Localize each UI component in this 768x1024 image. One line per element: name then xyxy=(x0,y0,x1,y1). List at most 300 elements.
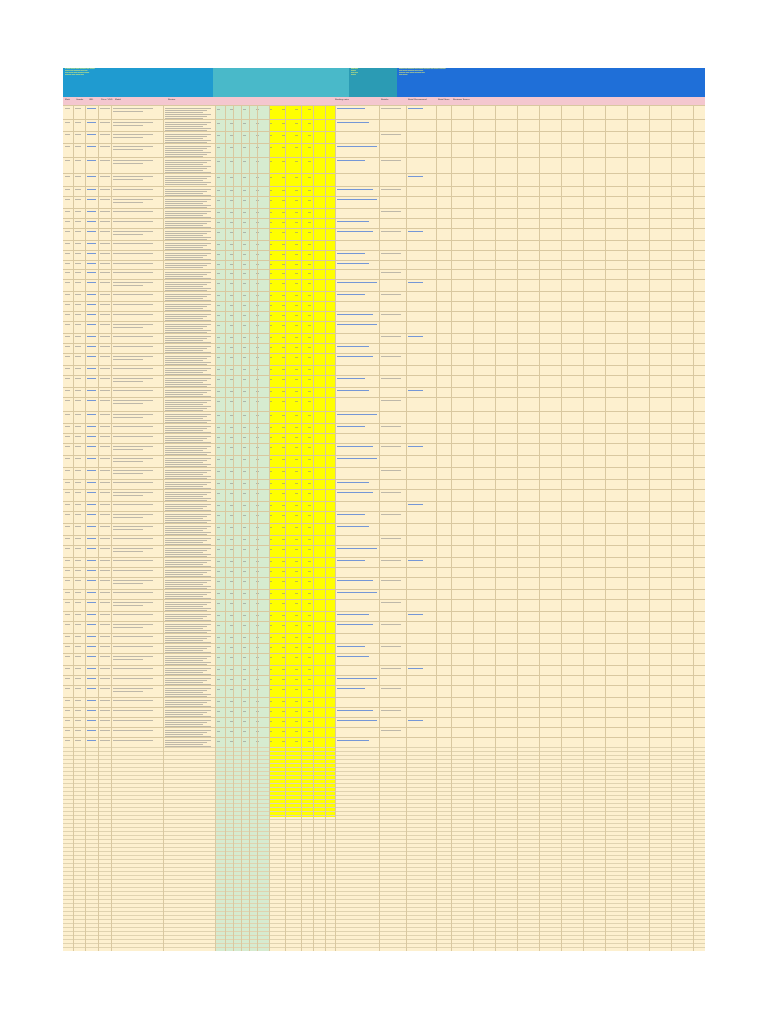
cell-text xyxy=(308,459,311,460)
cell-text xyxy=(75,570,81,571)
cell-text xyxy=(75,400,81,401)
cell-text xyxy=(165,508,203,509)
cell-text xyxy=(165,584,203,585)
grid-hline xyxy=(63,819,705,820)
cell-text xyxy=(381,538,401,539)
cell-text xyxy=(308,415,311,416)
cell-text xyxy=(87,304,96,305)
cell-text xyxy=(100,378,110,379)
cell-text xyxy=(165,538,211,539)
grid-vline xyxy=(269,105,270,951)
cell-text xyxy=(87,710,96,711)
cell-text xyxy=(113,740,153,741)
cell-text xyxy=(308,549,311,550)
cell-text xyxy=(295,295,298,296)
cell-text xyxy=(337,560,365,561)
cell-text xyxy=(243,731,246,732)
cell-text xyxy=(100,436,110,437)
cell-text xyxy=(75,253,81,254)
cell-text xyxy=(337,414,377,415)
cell-text xyxy=(165,688,211,689)
cell-text xyxy=(113,720,153,721)
cell-text xyxy=(408,614,423,615)
cell-text xyxy=(295,593,298,594)
cell-text xyxy=(87,720,96,721)
cell-text xyxy=(308,305,311,306)
cell-text xyxy=(100,304,110,305)
cell-text xyxy=(295,337,298,338)
cell-text xyxy=(217,161,220,162)
cell-text xyxy=(217,177,220,178)
cell-text xyxy=(165,528,207,529)
cell-text xyxy=(100,282,110,283)
cell-text xyxy=(100,636,110,637)
cell-text xyxy=(308,603,311,604)
cell-text xyxy=(113,482,153,483)
cell-text xyxy=(165,564,203,565)
cell-text xyxy=(243,679,246,680)
grid-vline xyxy=(451,105,452,951)
cell-text xyxy=(113,710,153,711)
cell-text xyxy=(100,346,110,347)
cell-text xyxy=(165,656,211,657)
cell-text xyxy=(295,741,298,742)
cell-text xyxy=(87,470,96,471)
cell-text xyxy=(165,742,207,743)
table-row[interactable] xyxy=(63,143,705,158)
cell-text xyxy=(87,614,96,615)
cell-text xyxy=(165,370,207,371)
cell-text xyxy=(381,624,401,625)
grid-hline xyxy=(63,887,705,888)
cell-text xyxy=(165,148,207,149)
cell-text xyxy=(65,346,70,347)
cell-text xyxy=(165,402,207,403)
grid-hline xyxy=(63,827,705,828)
cell-text xyxy=(87,538,96,539)
cell-text xyxy=(87,560,96,561)
grid-vline xyxy=(583,105,584,951)
table-row[interactable] xyxy=(63,173,705,187)
cell-text xyxy=(337,624,373,625)
cell-text xyxy=(165,296,207,297)
grid-vline xyxy=(163,105,164,951)
cell-text xyxy=(295,232,298,233)
cell-text xyxy=(381,134,401,135)
cell-text xyxy=(308,571,311,572)
cell-text xyxy=(165,618,203,619)
cell-text xyxy=(75,730,81,731)
grid-vline xyxy=(313,105,314,951)
cell-text xyxy=(165,124,207,125)
cell-text xyxy=(217,391,220,392)
grid-vline xyxy=(301,105,302,951)
cell-text xyxy=(87,134,96,135)
cell-text xyxy=(165,164,203,165)
cell-text xyxy=(217,657,220,658)
cell-text xyxy=(243,161,246,162)
grid-hline xyxy=(63,903,705,904)
grid-hline xyxy=(63,923,705,924)
cell-text xyxy=(165,616,207,617)
cell-text xyxy=(217,305,220,306)
cell-text xyxy=(243,347,246,348)
cell-text xyxy=(381,560,401,561)
cell-text xyxy=(65,678,70,679)
cell-text xyxy=(295,283,298,284)
grid-hline xyxy=(63,799,705,800)
cell-text xyxy=(243,232,246,233)
cell-text xyxy=(165,286,203,287)
grid-hline xyxy=(63,759,705,760)
cell-text xyxy=(165,189,211,190)
cell-text xyxy=(75,614,81,615)
cell-text xyxy=(337,426,365,427)
cell-text xyxy=(100,263,110,264)
cell-text xyxy=(75,470,81,471)
cell-text xyxy=(165,372,203,373)
cell-text xyxy=(113,526,153,527)
cell-text xyxy=(337,231,373,232)
cell-text xyxy=(408,504,423,505)
cell-text xyxy=(217,581,220,582)
cell-text xyxy=(308,615,311,616)
cell-text xyxy=(165,474,203,475)
cell-text xyxy=(165,178,207,179)
cell-text xyxy=(165,660,203,661)
cell-text xyxy=(217,493,220,494)
cell-text xyxy=(408,231,423,232)
cell-text xyxy=(243,305,246,306)
cell-text xyxy=(308,273,311,274)
cell-text xyxy=(113,263,153,264)
cell-text xyxy=(165,126,203,127)
cell-text xyxy=(295,109,298,110)
cell-text xyxy=(408,108,423,109)
cell-text xyxy=(337,580,373,581)
cell-text xyxy=(165,658,207,659)
cell-text xyxy=(65,336,70,337)
cell-text xyxy=(113,646,153,647)
cell-text xyxy=(165,496,203,497)
grid-hline xyxy=(63,883,705,884)
cell-text xyxy=(217,615,220,616)
cell-text xyxy=(295,615,298,616)
cell-text xyxy=(65,720,70,721)
cell-text xyxy=(75,710,81,711)
cell-text xyxy=(100,482,110,483)
cell-text xyxy=(217,679,220,680)
cell-text xyxy=(217,459,220,460)
cell-text xyxy=(65,199,70,200)
cell-text xyxy=(87,580,96,581)
cell-text xyxy=(295,505,298,506)
cell-text xyxy=(165,272,211,273)
cell-text xyxy=(381,688,401,689)
cell-text xyxy=(308,254,311,255)
cell-text xyxy=(100,646,110,647)
cell-text xyxy=(100,580,110,581)
cell-text xyxy=(75,368,81,369)
cell-text xyxy=(65,592,70,593)
cell-text xyxy=(75,211,81,212)
header-band-3-text: ▬▬ ▬▬ ▬▬▬ ▬▬ ▬▬ ▬▬▬ xyxy=(351,69,358,77)
cell-text xyxy=(295,625,298,626)
cell-text xyxy=(165,640,203,641)
cell-text xyxy=(65,378,70,379)
cell-text xyxy=(165,182,211,183)
cell-text xyxy=(100,146,110,147)
cell-text xyxy=(65,304,70,305)
cell-text xyxy=(243,647,246,648)
cell-text xyxy=(165,274,207,275)
cell-text xyxy=(65,134,70,135)
cell-text xyxy=(295,401,298,402)
cell-text xyxy=(337,656,369,657)
cell-text xyxy=(65,400,70,401)
cell-text xyxy=(165,360,203,361)
cell-text xyxy=(408,560,423,561)
cell-text xyxy=(87,324,96,325)
cell-text xyxy=(217,483,220,484)
cell-text xyxy=(243,357,246,358)
cell-text xyxy=(165,554,211,555)
cell-text xyxy=(337,446,373,447)
cell-text xyxy=(165,596,203,597)
cell-text xyxy=(217,315,220,316)
cell-text xyxy=(87,656,96,657)
cell-text xyxy=(337,253,365,254)
cell-text xyxy=(87,602,96,603)
cell-text xyxy=(165,504,211,505)
cell-text xyxy=(165,162,207,163)
grid-vline xyxy=(649,105,650,951)
cell-text xyxy=(113,314,153,315)
cell-text xyxy=(165,646,211,647)
cell-text xyxy=(100,314,110,315)
cell-text xyxy=(165,384,211,385)
cell-text xyxy=(308,669,311,670)
cell-text xyxy=(165,710,211,711)
col-header-review: Review xyxy=(168,99,176,101)
cell-text xyxy=(308,190,311,191)
cell-text xyxy=(308,437,311,438)
cell-text xyxy=(75,146,81,147)
cell-text xyxy=(217,379,220,380)
cell-text xyxy=(243,273,246,274)
cell-text xyxy=(337,356,373,357)
cell-text xyxy=(295,701,298,702)
cell-text xyxy=(217,273,220,274)
cell-text xyxy=(243,264,246,265)
col-header-retailer: Retailer xyxy=(381,99,389,101)
cell-text xyxy=(165,700,211,701)
cell-text xyxy=(87,730,96,731)
cell-text xyxy=(87,492,96,493)
cell-text xyxy=(65,294,70,295)
cell-text xyxy=(165,116,207,117)
cell-text xyxy=(337,346,369,347)
cell-text xyxy=(217,337,220,338)
cell-text xyxy=(217,711,220,712)
cell-text xyxy=(165,562,207,563)
cell-text xyxy=(75,199,81,200)
cell-text xyxy=(113,504,153,505)
grid-hline xyxy=(63,791,705,792)
cell-text xyxy=(113,378,153,379)
cell-text xyxy=(295,305,298,306)
cell-text xyxy=(381,314,401,315)
cell-text xyxy=(217,212,220,213)
cell-text xyxy=(65,646,70,647)
cell-text xyxy=(165,338,207,339)
cell-text xyxy=(65,414,70,415)
cell-text xyxy=(308,447,311,448)
cell-text xyxy=(165,394,203,395)
cell-text xyxy=(75,231,81,232)
cell-text xyxy=(295,379,298,380)
cell-text xyxy=(217,689,220,690)
cell-text xyxy=(381,336,401,337)
cell-text xyxy=(243,493,246,494)
cell-text xyxy=(113,324,153,325)
cell-text xyxy=(75,176,81,177)
cell-text xyxy=(75,122,81,123)
cell-text xyxy=(165,223,207,224)
cell-text xyxy=(165,408,207,409)
grid-vline xyxy=(233,105,234,951)
cell-text xyxy=(243,603,246,604)
cell-text xyxy=(243,505,246,506)
cell-text xyxy=(381,160,401,161)
cell-text xyxy=(217,603,220,604)
table-row[interactable] xyxy=(63,157,705,174)
cell-text xyxy=(165,514,211,515)
grid-hline xyxy=(63,843,705,844)
cell-text xyxy=(75,108,81,109)
cell-text xyxy=(165,520,211,521)
cell-text xyxy=(165,122,211,123)
cell-text xyxy=(243,123,246,124)
cell-text xyxy=(243,391,246,392)
cell-text xyxy=(100,592,110,593)
cell-text xyxy=(113,202,143,203)
cell-text xyxy=(165,330,211,331)
cell-text xyxy=(381,426,401,427)
cell-text xyxy=(295,527,298,528)
cell-text xyxy=(308,505,311,506)
table-row[interactable] xyxy=(63,105,705,120)
cell-text xyxy=(295,347,298,348)
cell-text xyxy=(337,482,369,483)
grid-vline xyxy=(98,105,99,951)
table-row[interactable] xyxy=(63,397,705,412)
cell-text xyxy=(113,294,153,295)
cell-text xyxy=(100,176,110,177)
cell-text xyxy=(217,357,220,358)
spreadsheet xyxy=(63,68,705,951)
grid-vline xyxy=(111,105,112,951)
cell-text xyxy=(87,282,96,283)
cell-text xyxy=(295,427,298,428)
cell-text xyxy=(165,382,203,383)
cell-text xyxy=(100,514,110,515)
cell-text xyxy=(87,526,96,527)
cell-text xyxy=(217,539,220,540)
cell-text xyxy=(165,714,203,715)
cell-text xyxy=(165,580,211,581)
cell-text xyxy=(100,730,110,731)
cell-text xyxy=(165,464,211,465)
cell-text xyxy=(75,514,81,515)
cell-text xyxy=(75,602,81,603)
cell-text xyxy=(100,400,110,401)
cell-text xyxy=(87,570,96,571)
cell-text xyxy=(87,272,96,273)
cell-text xyxy=(165,308,203,309)
cell-text xyxy=(217,505,220,506)
cell-text xyxy=(295,711,298,712)
cell-text xyxy=(165,298,203,299)
cell-text xyxy=(113,514,153,515)
cell-text xyxy=(243,711,246,712)
cell-text xyxy=(308,721,311,722)
cell-text xyxy=(113,400,153,401)
cell-text xyxy=(75,592,81,593)
cell-text xyxy=(87,189,96,190)
cell-text xyxy=(87,221,96,222)
cell-text xyxy=(408,336,423,337)
grid-hline xyxy=(63,747,705,748)
cell-text xyxy=(165,110,207,111)
cell-text xyxy=(165,362,211,363)
cell-text xyxy=(295,669,298,670)
cell-text xyxy=(337,548,377,549)
cell-text xyxy=(165,245,207,246)
cell-text xyxy=(75,304,81,305)
cell-text xyxy=(165,284,207,285)
cell-text xyxy=(217,561,220,562)
cell-text xyxy=(75,160,81,161)
cell-text xyxy=(75,272,81,273)
cell-text xyxy=(113,538,153,539)
cell-text xyxy=(165,340,203,341)
cell-text xyxy=(243,459,246,460)
cell-text xyxy=(87,688,96,689)
cell-text xyxy=(165,112,203,113)
col-header-mark: Mark xyxy=(65,99,70,101)
cell-text xyxy=(165,257,203,258)
cell-text xyxy=(165,253,211,254)
cell-text xyxy=(165,336,211,337)
grid-hline xyxy=(63,783,705,784)
cell-text xyxy=(75,646,81,647)
cell-text xyxy=(295,603,298,604)
cell-text xyxy=(113,614,153,615)
cell-text xyxy=(165,180,203,181)
cell-text xyxy=(243,637,246,638)
cell-text xyxy=(165,346,211,347)
cell-text xyxy=(165,205,211,206)
cell-text xyxy=(113,636,153,637)
cell-text xyxy=(113,627,143,628)
cell-text xyxy=(75,378,81,379)
cell-text xyxy=(100,272,110,273)
cell-text xyxy=(243,741,246,742)
grid-hline xyxy=(63,939,705,940)
cell-text xyxy=(65,189,70,190)
cell-text xyxy=(243,561,246,562)
